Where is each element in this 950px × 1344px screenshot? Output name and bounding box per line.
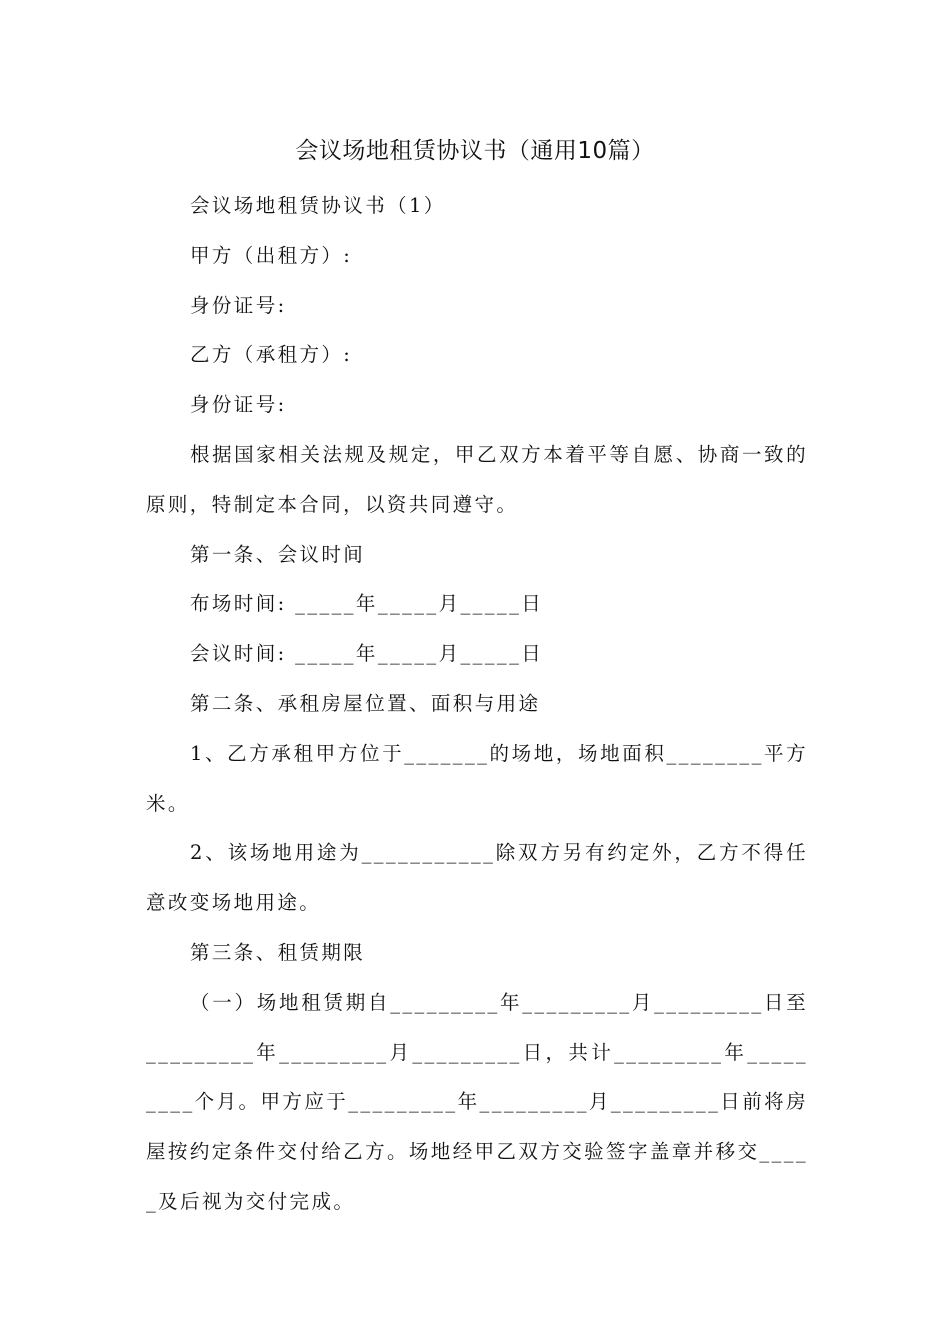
article-3-heading: 第三条、租赁期限 [190,940,366,964]
party-b-id-label: 身份证号: [190,393,287,417]
section-heading-1: 会议场地租赁协议书（1） [190,194,446,217]
party-a-label: 甲方（出租方）: [190,243,353,267]
party-a-id-label: 身份证号: [190,293,287,317]
setup-time-line: 布场时间: _____年_____月_____日 [190,592,544,616]
document-title: 会议场地租赁协议书（通用10篇） [295,138,655,164]
preamble-paragraph: 根据国家相关法规及规定，甲乙双方本着平等自愿、协商一致的原则，特制定本合同，以资共同遵守。 [146,442,808,516]
document-body [146,181,808,1227]
article-2-clause-1: 1、乙方承租甲方位于_______的场地，场地面积________平方米。 [146,741,808,815]
party-b-label: 乙方（承租方）: [190,343,353,367]
meeting-time-line: 会议时间: _____年_____月_____日 [190,642,544,666]
article-3-clause-1: （一）场地租赁期自_________年_________月_________日至_________年_________月_________日，共计_________年_________个月。甲方应于_________年_________月_________日前将房屋按约定条件交付给乙方。场地经甲乙双方交验签字盖章并移交_____及后视为交付完成。 [146,990,808,1213]
article-1-heading: 第一条、会议时间 [190,542,366,566]
article-2-heading: 第二条、承租房屋位置、面积与用途 [190,691,541,715]
article-2-clause-2: 2、该场地用途为___________除双方另有约定外，乙方不得任意改变场地用途。 [146,841,808,915]
